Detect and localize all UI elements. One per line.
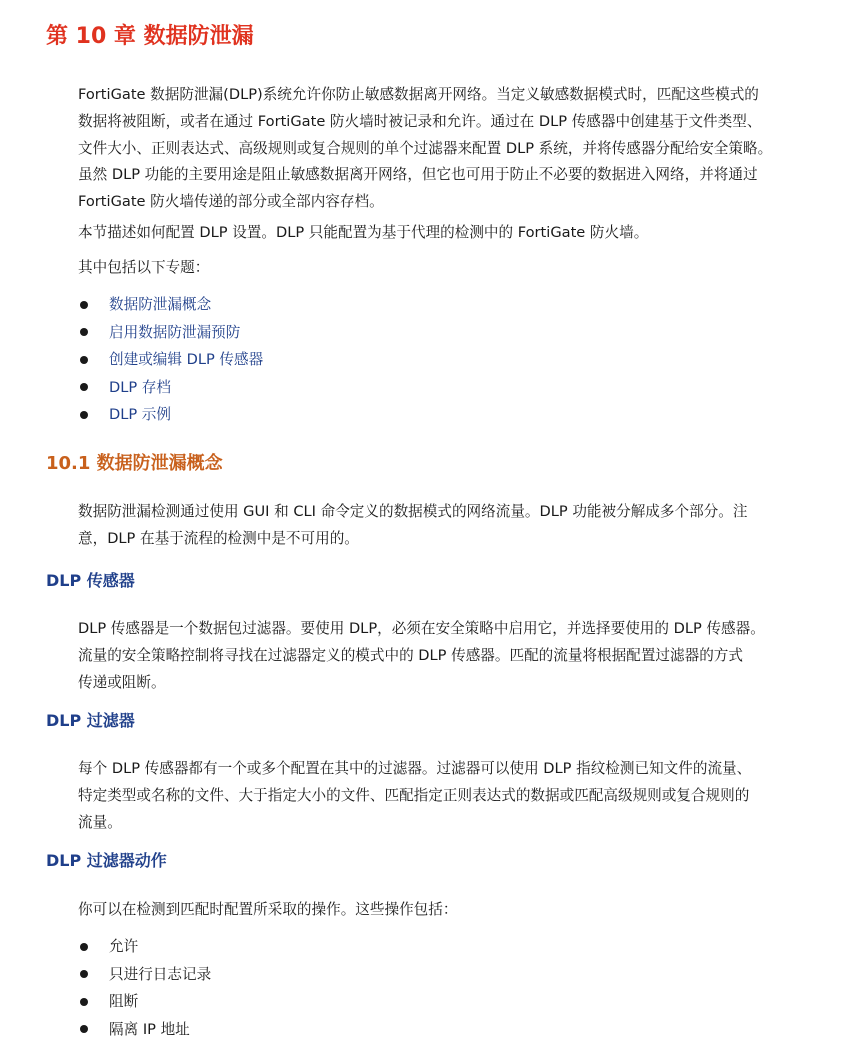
intro-paragraph-4 [78,254,830,281]
bullet-icon [80,328,88,336]
text-line: 数据防泄漏检测通过使用 GUI 和 CLI 命令定义的数据模式的网络流量。DLP 功能被分解成多个部分。注 [78,503,748,520]
bullet-icon [80,943,88,951]
intro-paragraph-3 [78,219,830,246]
text-line: 本节描述如何配置 DLP 设置。DLP 只能配置为基于代理的检测中的 FortiGate 防火墙。 [78,224,649,241]
list-item-label: 只进行日志记录 [109,965,212,983]
text-line: 流量的安全策略控制将寻找在过滤器定义的模式中的 DLP 传感器。匹配的流量将根据配置过滤器的方式 [78,647,743,664]
text-line: DLP 传感器是一个数据包过滤器。要使用 DLP，必须在安全策略中启用它，并选择要使用的 DLP 传感器。 [78,620,765,637]
section-paragraph [78,498,830,552]
topic-link-label[interactable]: DLP 存档 [109,378,171,396]
dlp-actions-heading: DLP 过滤器动作 [46,851,167,870]
dlp-actions-paragraph [78,896,830,923]
list-item-label: 阻断 [109,993,139,1010]
topic-link[interactable] [78,346,263,374]
list-item [78,988,211,1016]
text-line: 传递或阻断。 [78,674,166,691]
list-item [78,933,211,961]
bullet-icon [80,411,88,419]
topic-list [78,291,263,429]
topic-link-label[interactable]: 数据防泄漏概念 [109,296,212,313]
text-line: FortiGate 防火墙传递的部分或全部内容存档。 [78,193,384,210]
list-item [78,961,211,989]
topic-link-label[interactable]: DLP 示例 [109,406,171,423]
text-line: 你可以在检测到匹配时配置所采取的操作。这些操作包括： [78,901,458,918]
topic-link-label[interactable]: 创建或编辑 DLP 传感器 [109,351,264,368]
text-line: 意，DLP 在基于流程的检测中是不可用的。 [78,530,359,547]
topic-link-label[interactable]: 启用数据防泄漏预防 [109,323,241,341]
topic-link[interactable] [78,374,263,402]
intro-paragraph-2 [78,161,830,215]
dlp-sensor-paragraph [78,615,830,696]
bullet-icon [80,1025,88,1033]
topic-link[interactable] [78,401,263,429]
text-line: 流量。 [78,814,122,831]
text-line: 虽然 DLP 功能的主要用途是阻止敏感数据离开网络，但它也可用于防止不必要的数据进入网络，并将通过 [78,166,758,183]
bullet-icon [80,356,88,364]
dlp-sensor-heading: DLP 传感器 [46,571,135,590]
text-line: FortiGate 数据防泄漏(DLP)系统允许你防止敏感数据离开网络。当定义敏感数据模式时，匹配这些模式的 [78,86,759,103]
topic-link[interactable] [78,291,263,319]
list-item-label: 允许 [109,938,139,955]
bullet-icon [80,383,88,391]
bullet-icon [80,998,88,1006]
action-list [78,933,211,1043]
list-item-label: 隔离 IP 地址 [109,1020,190,1038]
chapter-title: 第 10 章 数据防泄漏 [46,24,254,49]
section-title: 10.1 数据防泄漏概念 [46,453,223,474]
list-item [78,1016,211,1044]
topic-link[interactable] [78,319,263,347]
intro-paragraph-1 [78,81,830,162]
bullet-icon [80,970,88,978]
text-line: 特定类型或名称的文件、大于指定大小的文件、匹配指定正则表达式的数据或匹配高级规则或复合规则的 [78,787,750,804]
text-line: 每个 DLP 传感器都有一个或多个配置在其中的过滤器。过滤器可以使用 DLP 指纹检测已知文件的流量、 [78,760,752,777]
dlp-filter-heading: DLP 过滤器 [46,711,135,730]
bullet-icon [80,301,88,309]
text-line: 文件大小、正则表达式、高级规则或复合规则的单个过滤器来配置 DLP 系统，并将传感器分配给安全策略。 [78,140,773,157]
text-line: 其中包括以下专题： [78,259,210,276]
dlp-filter-paragraph [78,755,830,836]
text-line: 数据将被阻断，或者在通过 FortiGate 防火墙时被记录和允许。通过在 DLP 传感器中创建基于文件类型、 [78,113,762,130]
